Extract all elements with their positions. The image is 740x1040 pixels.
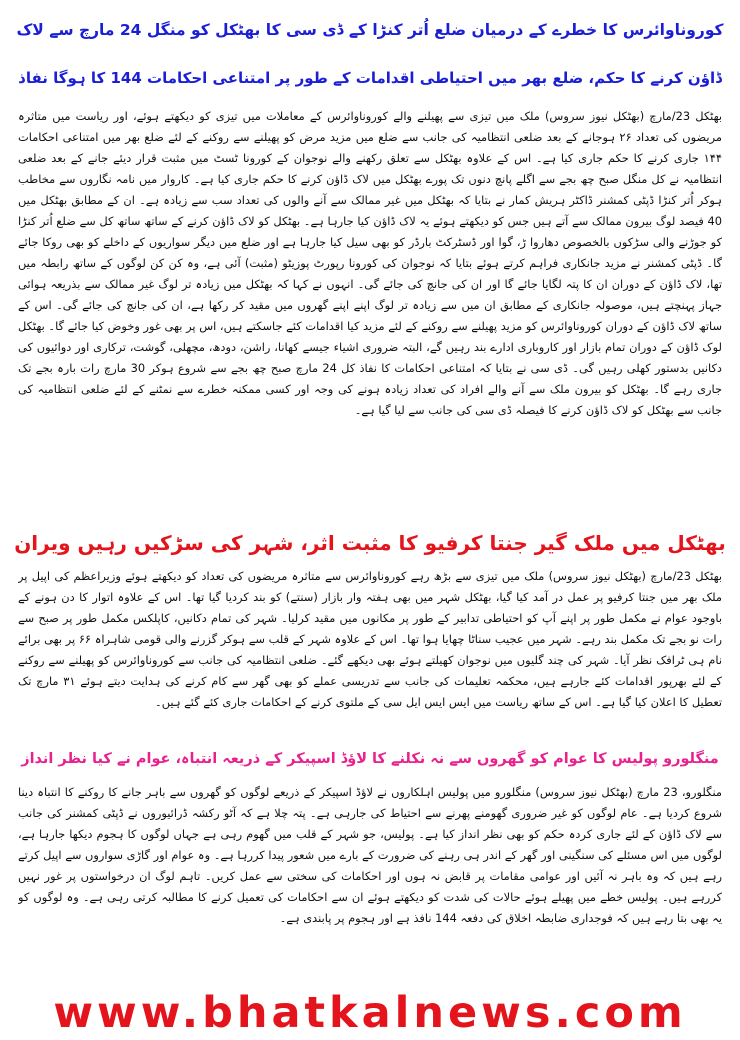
article-paragraph-1: بھٹکل 23/مارچ (بھٹکل نیوز سروس) ملک میں تیزی سے پھیلنے والے کوروناوائرس کے معاملات میں تیزی کو دیکھتے ہوئے، اور ریاست میں متاثرہ مریضوں کی تعداد ۲۶ ہوجانے کے بعد ضلعی انتظامیہ کی جانب سے ضلع میں مزید مرض کو پھیلنے سے روکنے کے لئے ضلع بھر میں امتناعی احکامات ۱۴۴ جاری کرنے کا حکم جاری کیا ہے۔ اس کے علاوہ بھٹکل سے تعلق رکھنے والے نوجوان کے کورونا ٹسٹ میں مثبت قرار دیئے جانے کے بعد ضلعی انتظامیہ نے کل منگل صبح چھ بجے سے اگلے پانچ دنوں تک پورے بھٹکل میں لاک ڈاؤن کرنے کا حکم جاری کیا ہے۔ کاروار میں نامہ نگاروں سے مخاطب ہوکر اُتر کنڑا ڈپٹی کمشنر ڈاکٹر ہریش کمار نے بتایا کہ بھٹکل میں غیر ممالک سے آنے والوں کی تعداد سب سے زیادہ ہے۔ ان کے مطابق بھٹکل میں 40 فیصد لوگ بیرون ممالک سے آتے ہیں جس کو دیکھتے ہوئے یہ لاک ڈاؤن کیا جارہا ہے۔ بھٹکل کو لاک ڈاؤن کرنے کے ساتھ ساتھ کل سے ضلع اُتر کنڑا کو جوڑنے والی سڑکوں بالخصوص دھاروا ڑ، گوا اور ڈسٹرکٹ بارڈر کو بھی سیل کیا جارہا ہے اور ضلع میں دیگر سواریوں کے داخلے کو بھی روکا جائے گا۔ ڈپٹی کمشنر نے مزید جانکاری فراہم کرتے ہوئے بتایا کہ نوجوان کی کورونا رپورٹ پوزیٹو (مثبت) آئی ہے، وہ کن کن لوگوں کے ساتھ رابطہ میں تھا، لاک ڈاؤن کے دوران ان کا پتہ لگایا جائے گا اور ان کی جانچ کی جائے گی۔ انہوں نے کہا کہ بھٹکل میں زیادہ تر لوگ غیر ممالک سے بذریعہ ہوائی جہاز پہنچتے ہیں، موصولہ جانکاری کے مطابق ان میں سے زیادہ تر لوگ اپنے اپنے گھروں میں مقید کر رکھا ہے، ان کی جانچ کی جائے گی۔ اس کے ساتھ لاک ڈاؤن کے دوران کوروناوائرس کو مزید پھیلنے سے روکنے کے لئے مزید کیا اقدامات کئے جاسکتے ہیں، اس پر بھی غور وخوض کیا جائے گا۔ بھٹکل لوک ڈاؤن کے دوران تمام بازار اور کاروباری ادارے بند رہیں گے، البتہ ضروری اشیاء جیسے کھانا، راشن، دودھ، مچھلی، گوشت، ترکاری اور دوائیوں کی دکانیں بدستور کھلی رہیں گی۔ ڈی سی نے بتایا کہ امتناعی احکامات کا نفاذ کل 24 مارچ صبح چھ بجے سے شروع ہوکر 30 مارچ رات بارہ بجے تک جاری رہے گا۔ بھٹکل کو بیرون ملک سے آنے والے افراد کی تعداد زیادہ ہونے کی وجہ اور کسی ممکنہ خطرے سے نمٹنے کے لئے ضلعی انتظامیہ کی جانب سے بھٹکل کو لاک ڈاؤن کرنے کا فیصلہ ڈی سی کی جانب سے لیا گیا ہے۔ (18, 109, 722, 417)
headline-line-2: ڈاؤن کرنے کا حکم، ضلع بھر میں احتیاطی اقدامات کے طور پر امتناعی احکامات 144 کا ہوگا نفاذ (18, 69, 722, 87)
subheading-mangalore-police: منگلورو پولیس کا عوام کو گھروں سے نہ نکلنے کا لاؤڈ اسپیکر کے ذریعہ انتباہ، عوام نے کیا نظر انداز (21, 751, 719, 767)
article-paragraph-2: بھٹکل 23/مارچ (بھٹکل نیوز سروس) ملک میں تیزی سے بڑھ رہے کوروناوائرس سے متاثرہ مریضوں کی تعداد کو دیکھتے ہوئے وزیراعظم کی اپیل پر ملک بھر میں جنتا کرفیو پر عمل در آمد کیا گیا، بھٹکل شہر میں بھی ہفتہ وار بازار (سنتے) کو بند کردیا گیا تھا۔ اس کے علاوہ اتوار کا دن ہونے کے باوجود عوام نے مکمل طور پر اپنے آپ کو احتیاطی تدابیر کے طور پر مکانوں میں مقید کرلیا۔ شہر کی تمام دکانیں، کاپلکس مکمل طور پر صبح سے رات نو بجے تک مکمل بند رہے۔ شہر میں عجیب سناٹا چھایا ہوا تھا۔ اس کے علاوہ شہر کے قلب سے ہوکر گزرنے والی قومی شاہراہ ۶۶ پر بھی برائے نام ہی ٹرافک نظر آیا۔ شہر کی چند گلیوں میں نوجوان کھیلتے ہوئے بھی دیکھے گئے۔ ضلعی انتظامیہ کی جانب سے کوروناوائرس کو پھیلنے سے روکنے کے لئے بھرپور اقدامات کئے جارہے ہیں، محکمہ تعلیمات کی جانب سے تدریسی عملے کو بھی گھر سے کام کرنے کی ہدایت دیتے ہوئے ۳۱ مارچ تک تعطیل کا اعلان کیا گیا ہے۔ اس کے ساتھ ریاست میں ایس ایس ایل سی کے ملتوی کرنے کے احکامات جاری کئے گئے ہیں۔ (18, 569, 722, 709)
subheading-janata-curfew: بھٹکل میں ملک گیر جنتا کرفیو کا مثبت اثر، شہر کی سڑکیں رہیں ویران (14, 531, 726, 555)
headline-line-1: کوروناوائرس کا خطرے کے درمیان ضلع اُتر کنڑا کے ڈی سی کا بھٹکل کو منگل 24 مارچ سے لاک (16, 21, 724, 39)
footer-site-url: www.bhatkalnews.com (53, 988, 687, 1038)
article-paragraph-3: منگلورو، 23 مارچ (بھٹکل نیوز سروس) منگلورو میں پولیس اہلکاروں نے لاؤڈ اسپیکر کے ذریعے لوگوں کو گھروں سے باہر جانے کا روکنے کا انتباہ دینا شروع کردیا ہے۔ عام لوگوں کو غیر ضروری گھومنے پھرنے سے احتیاط کی جارہی ہے۔ پتہ چلا ہے کہ آٹو رکشہ ڈرائیوروں نے ڈپٹی کمشنر کی جانب سے لاک ڈاؤن کے لئے جاری کردہ حکم کو بھی نظر انداز کیا ہے۔ پولیس، جو شہر کے قلب میں گھوم رہی ہے جہاں لوگوں کا ہجوم دیکھا جارہا ہے، لوگوں میں اس مسئلے کی سنگینی اور گھر کے اندر ہی رہنے کی ضرورت کے بارے میں شعور پیدا کررہا ہے۔ وہ عوام اور گاڑی سواروں سے اپیل کرتے رہے ہیں کہ وہ باہر نہ آئیں اور عوامی مقامات پر قابض نہ ہوں اور احکامات کی سختی سے عمل کریں۔ تاہم لوگ ان درخواستوں پر غور نہیں کررہے ہیں۔ پولیس خطے میں پھیلے ہوئے حالات کی شدت کو دیکھتے ہوئے ان سے احکامات کی تعمیل کرنے کا مطالبہ کرتی رہی ہے۔ وہ لوگوں کو یہ بھی بتا رہے ہیں کہ فوجداری ضابطہ اخلاق کی دفعہ 144 نافذ ہے اور ہجوم پر پابندی ہے۔ (18, 785, 722, 925)
